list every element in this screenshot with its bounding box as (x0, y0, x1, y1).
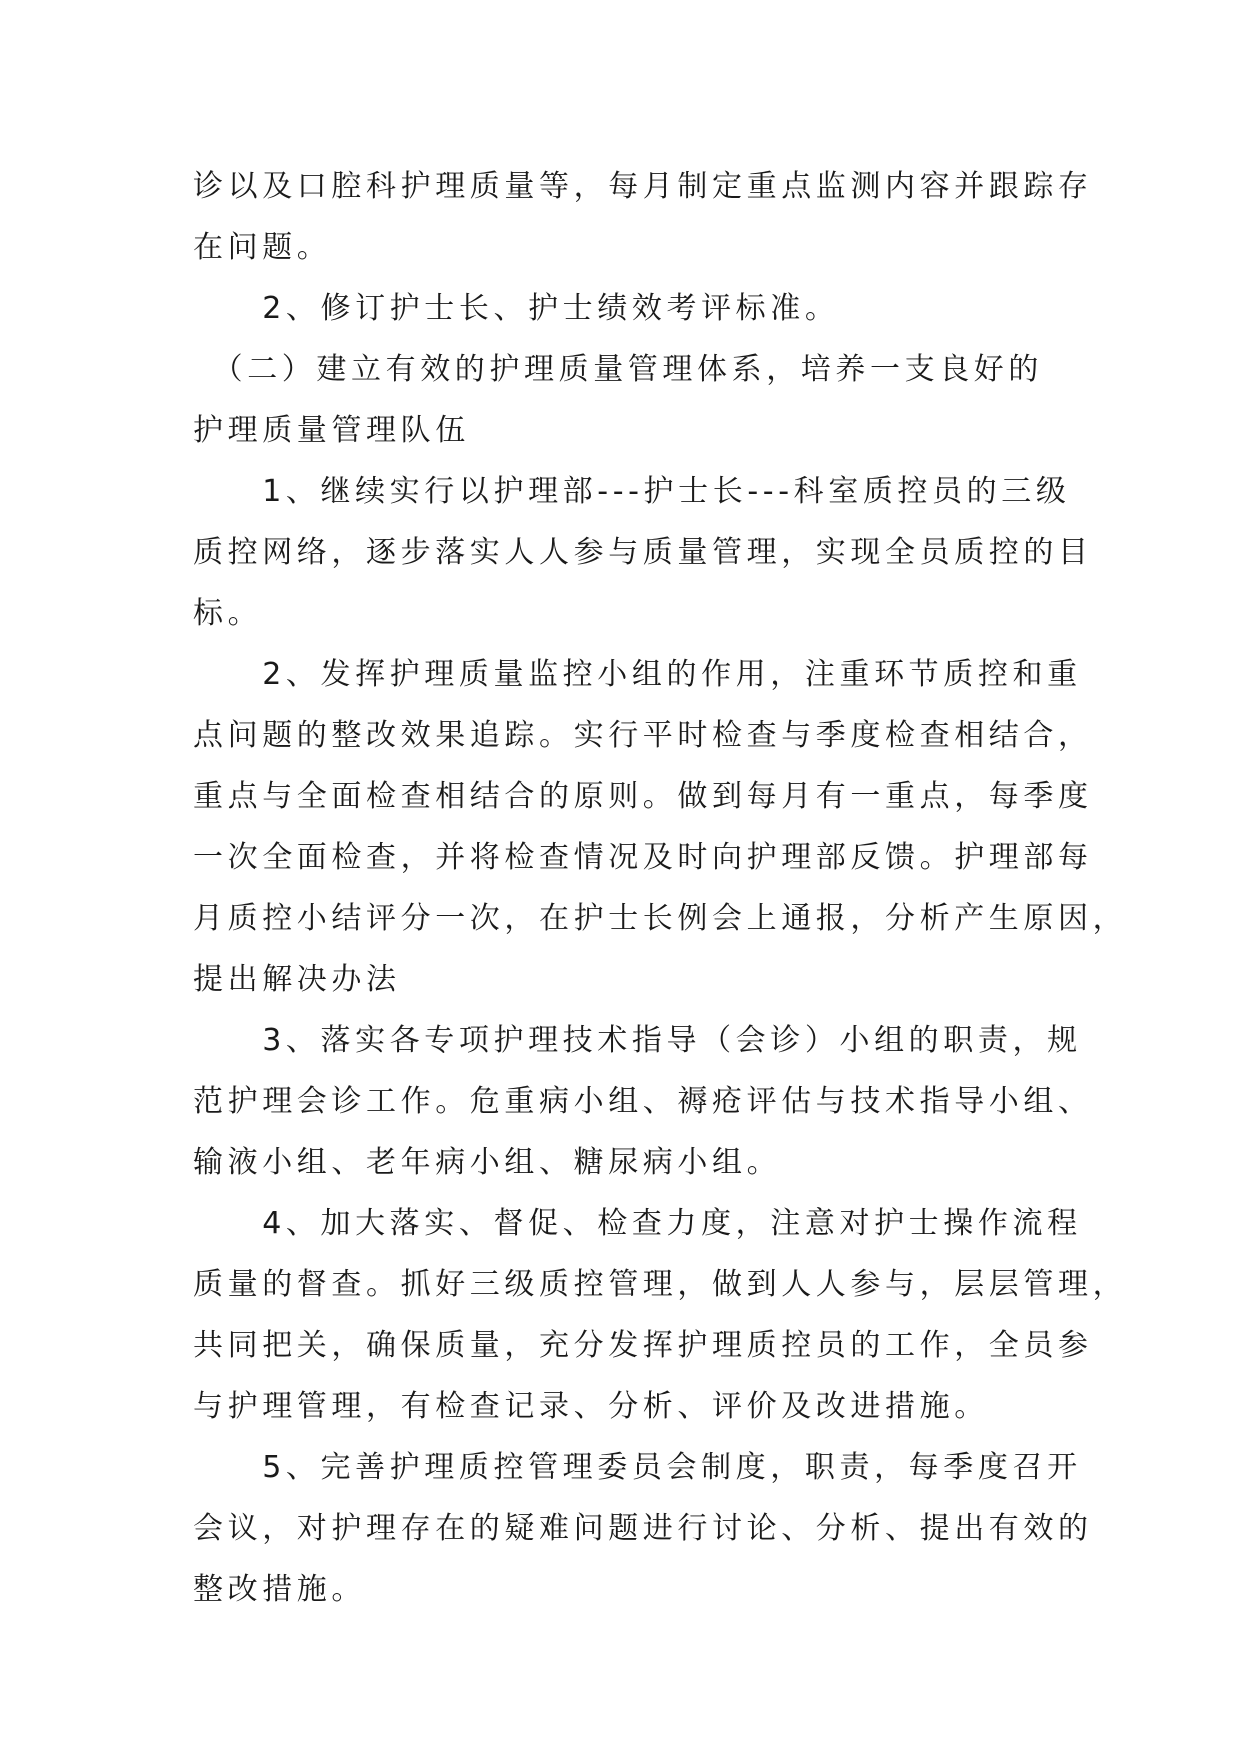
text-line: 月质控小结评分一次，在护士长例会上通报，分析产生原因， (193, 901, 1128, 936)
text-line: 标。 (193, 596, 263, 631)
text-line: 质量的督查。抓好三级质控管理，做到人人参与，层层管理， (193, 1267, 1128, 1302)
text-line: 范护理会诊工作。危重病小组、褥疮评估与技术指导小组、 (193, 1084, 1093, 1119)
text-line: 4、加大落实、督促、检查力度，注意对护士操作流程 (193, 1206, 1082, 1241)
text-line: 会议，对护理存在的疑难问题进行讨论、分析、提出有效的 (193, 1511, 1093, 1546)
text-line: 在问题。 (193, 230, 332, 265)
document-body (193, 156, 1128, 1620)
text-line: 5、完善护理质控管理委员会制度，职责，每季度召开 (193, 1450, 1082, 1485)
text-line: 与护理管理，有检查记录、分析、评价及改进措施。 (193, 1389, 989, 1424)
section-heading-line: 护理质量管理队伍 (193, 413, 470, 448)
text-line: 3、落实各专项护理技术指导（会诊）小组的职责，规 (193, 1023, 1082, 1058)
text-line: 共同把关，确保质量，充分发挥护理质控员的工作，全员参 (193, 1328, 1093, 1363)
section-heading-line: （二）建立有效的护理质量管理体系，培养一支良好的 (193, 352, 1043, 387)
text-line: 整改措施。 (193, 1572, 366, 1607)
text-line: 重点与全面检查相结合的原则。做到每月有一重点，每季度 (193, 779, 1093, 814)
text-line: 2、修订护士长、护士绩效考评标准。 (193, 291, 840, 326)
text-line: 点问题的整改效果追踪。实行平时检查与季度检查相结合， (193, 718, 1093, 753)
text-line: 提出解决办法 (193, 962, 401, 997)
text-line: 诊以及口腔科护理质量等，每月制定重点监测内容并跟踪存 (193, 169, 1093, 204)
text-line: 一次全面检查，并将检查情况及时向护理部反馈。护理部每 (193, 840, 1093, 875)
text-line: 输液小组、老年病小组、糖尿病小组。 (193, 1145, 782, 1180)
text-line: 1、继续实行以护理部---护士长---科室质控员的三级 (193, 474, 1071, 509)
text-line: 质控网络，逐步落实人人参与质量管理，实现全员质控的目 (193, 535, 1093, 570)
text-line: 2、发挥护理质量监控小组的作用，注重环节质控和重 (193, 657, 1082, 692)
